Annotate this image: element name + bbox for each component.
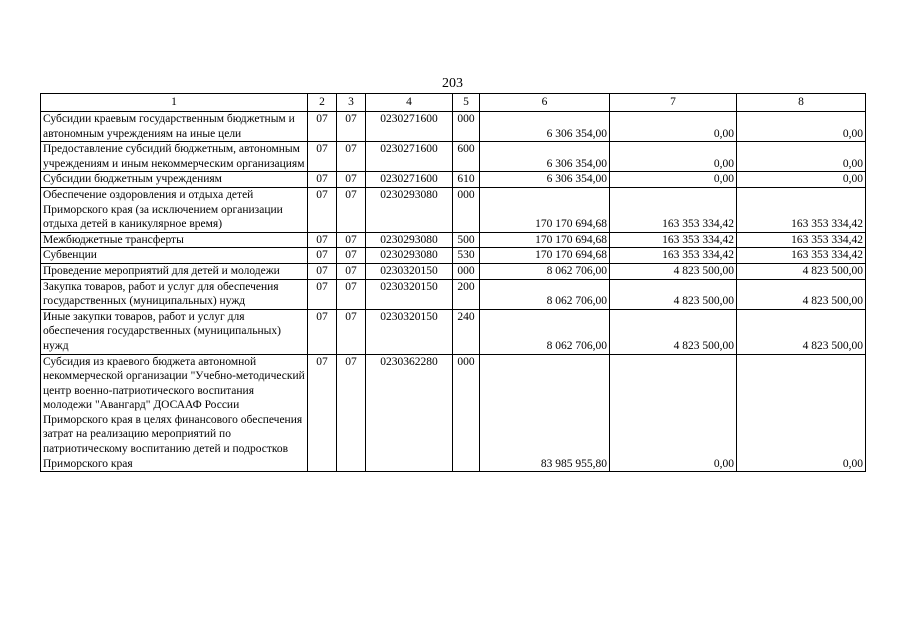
column-header: 7 [610,94,737,112]
row-amount-6: 8 062 706,00 [480,309,610,354]
row-section: 07 [308,187,337,232]
row-section: 07 [308,354,337,472]
column-header: 3 [337,94,366,112]
row-expense-type: 530 [453,248,480,264]
table-row [41,279,866,309]
row-amount-8: 163 353 334,42 [737,187,866,232]
column-header: 5 [453,94,480,112]
row-expense-type: 240 [453,309,480,354]
row-target-code: 0230320150 [366,263,453,279]
row-amount-8: 163 353 334,42 [737,232,866,248]
column-header: 8 [737,94,866,112]
row-amount-8: 4 823 500,00 [737,309,866,354]
column-header: 6 [480,94,610,112]
row-expense-type: 000 [453,112,480,142]
row-amount-8: 163 353 334,42 [737,248,866,264]
row-name: Субсидия из краевого бюджета автономной некоммерческой организации "Учебно-методический центр военно-патриотического воспитания молодежи "Авангард" ДОСААФ России Приморского края в целях финансового обеспечения затрат на реализацию мероприятий по патриотическому воспитанию детей и подростков Приморского края [41,354,308,472]
row-subsection: 07 [337,309,366,354]
row-expense-type: 000 [453,354,480,472]
row-amount-8: 0,00 [737,172,866,188]
table-row [41,354,866,472]
table-row [41,187,866,232]
row-section: 07 [308,142,337,172]
row-name: Субсидии бюджетным учреждениям [41,172,308,188]
table-row [41,248,866,264]
row-name: Межбюджетные трансферты [41,232,308,248]
row-subsection: 07 [337,142,366,172]
row-amount-7: 0,00 [610,354,737,472]
table-row [41,309,866,354]
row-expense-type: 200 [453,279,480,309]
row-target-code: 0230271600 [366,112,453,142]
row-section: 07 [308,309,337,354]
row-section: 07 [308,112,337,142]
table-row [41,232,866,248]
column-header: 1 [41,94,308,112]
table-row [41,142,866,172]
row-subsection: 07 [337,354,366,472]
row-amount-6: 6 306 354,00 [480,112,610,142]
row-section: 07 [308,279,337,309]
row-target-code: 0230320150 [366,309,453,354]
row-subsection: 07 [337,187,366,232]
row-subsection: 07 [337,248,366,264]
row-target-code: 0230293080 [366,187,453,232]
row-amount-8: 0,00 [737,354,866,472]
row-subsection: 07 [337,232,366,248]
row-amount-6: 170 170 694,68 [480,187,610,232]
row-amount-6: 8 062 706,00 [480,263,610,279]
row-amount-7: 163 353 334,42 [610,187,737,232]
page-number: 203 [442,76,463,91]
row-amount-6: 170 170 694,68 [480,248,610,264]
row-amount-7: 0,00 [610,142,737,172]
row-name: Иные закупки товаров, работ и услуг для обеспечения государственных (муниципальных) нужд [41,309,308,354]
row-section: 07 [308,172,337,188]
row-amount-8: 4 823 500,00 [737,263,866,279]
row-amount-6: 6 306 354,00 [480,172,610,188]
column-header: 4 [366,94,453,112]
row-subsection: 07 [337,263,366,279]
row-amount-8: 0,00 [737,112,866,142]
table-row [41,112,866,142]
column-header: 2 [308,94,337,112]
row-amount-7: 4 823 500,00 [610,279,737,309]
row-section: 07 [308,263,337,279]
row-amount-7: 163 353 334,42 [610,248,737,264]
row-amount-7: 4 823 500,00 [610,263,737,279]
row-subsection: 07 [337,112,366,142]
row-target-code: 0230320150 [366,279,453,309]
row-expense-type: 610 [453,172,480,188]
row-amount-7: 4 823 500,00 [610,309,737,354]
row-name: Субвенции [41,248,308,264]
row-subsection: 07 [337,172,366,188]
row-amount-8: 4 823 500,00 [737,279,866,309]
row-amount-7: 0,00 [610,172,737,188]
table-row [41,172,866,188]
row-subsection: 07 [337,279,366,309]
row-expense-type: 000 [453,263,480,279]
row-expense-type: 500 [453,232,480,248]
row-expense-type: 600 [453,142,480,172]
row-amount-8: 0,00 [737,142,866,172]
row-amount-6: 8 062 706,00 [480,279,610,309]
row-target-code: 0230362280 [366,354,453,472]
row-amount-7: 0,00 [610,112,737,142]
row-name: Обеспечение оздоровления и отдыха детей Приморского края (за исключением организации отдыха детей в каникулярное время) [41,187,308,232]
row-target-code: 0230293080 [366,248,453,264]
row-amount-6: 170 170 694,68 [480,232,610,248]
row-name: Предоставление субсидий бюджетным, автономным учреждениям и иным некоммерческим организациям [41,142,308,172]
row-expense-type: 000 [453,187,480,232]
row-name: Проведение мероприятий для детей и молодежи [41,263,308,279]
row-amount-7: 163 353 334,42 [610,232,737,248]
header-row [41,94,866,112]
table-row [41,263,866,279]
budget-table [40,93,866,472]
row-name: Закупка товаров, работ и услуг для обеспечения государственных (муниципальных) нужд [41,279,308,309]
row-amount-6: 83 985 955,80 [480,354,610,472]
row-amount-6: 6 306 354,00 [480,142,610,172]
row-target-code: 0230271600 [366,142,453,172]
row-section: 07 [308,248,337,264]
row-section: 07 [308,232,337,248]
row-target-code: 0230271600 [366,172,453,188]
row-target-code: 0230293080 [366,232,453,248]
row-name: Субсидии краевым государственным бюджетным и автономным учреждениям на иные цели [41,112,308,142]
